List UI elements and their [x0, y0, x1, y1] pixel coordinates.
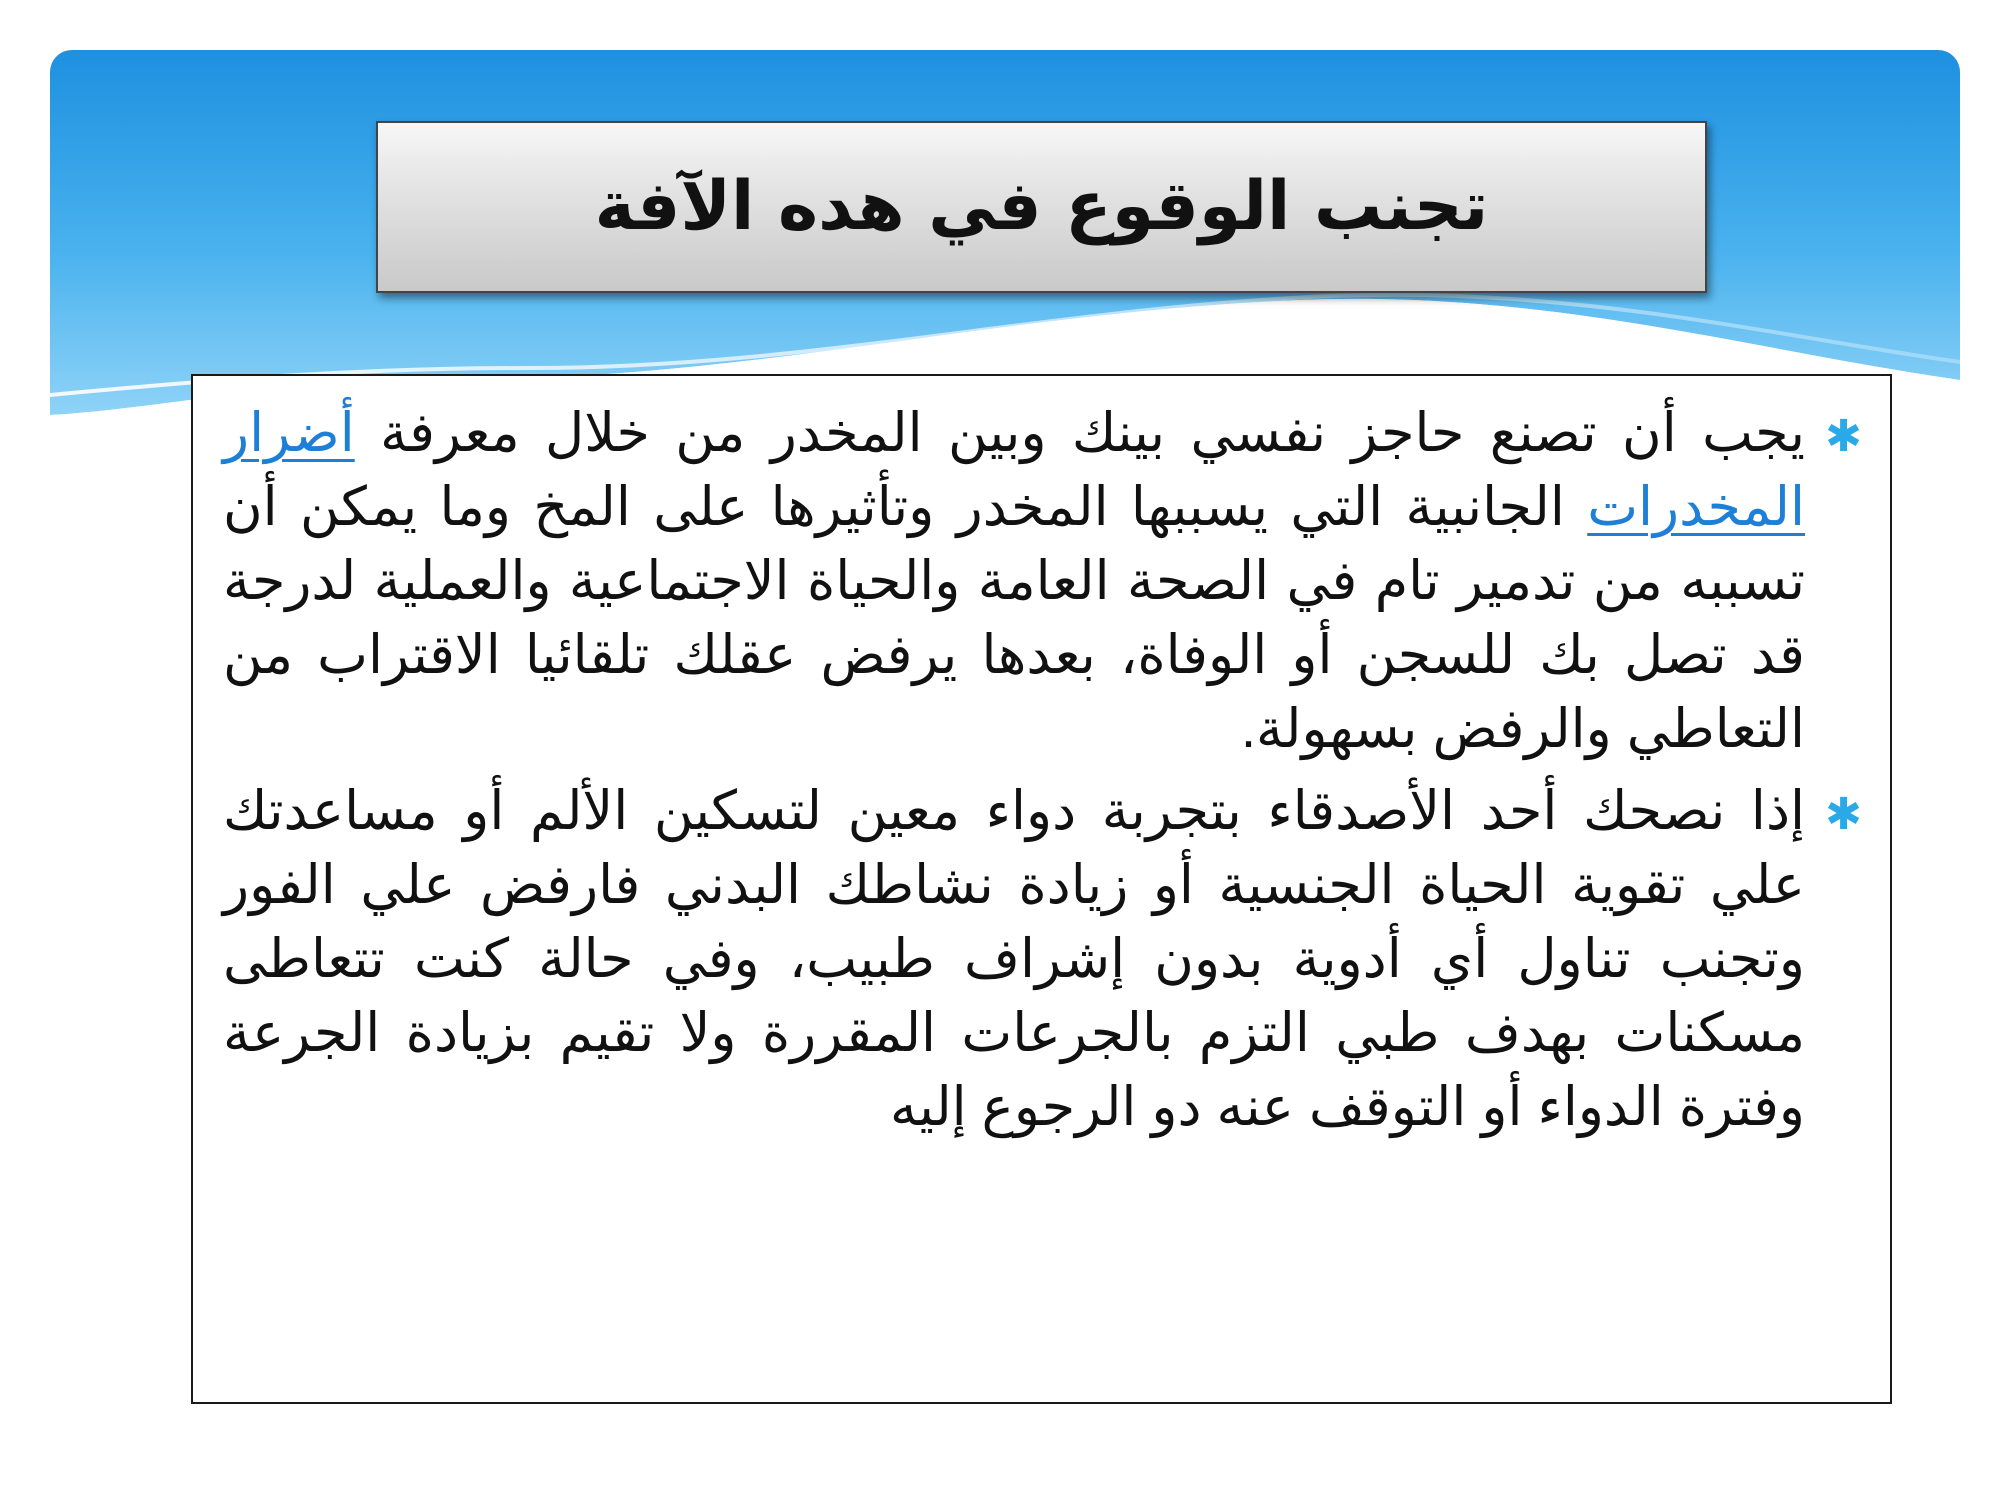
bullet-2-text: إذا نصحك أحد الأصدقاء بتجربة دواء معين لتسكين الألم أو مساعدتك علي تقوية الحياة الجنسية أو زيادة نشاطك البدني فارفض علي الفور وتجنب تناول أي أدوية بدون إشراف طبيب، وفي حالة كنت تتعاطى مسكنات بهدف طبي التزم بالجرعات المقررة ولا تقيم بزيادة الجرعة وفترة الدواء أو التوقف عنه دو الرجوع إليه: [223, 781, 1805, 1137]
drug-harms-link[interactable]: أضرار المخدرات: [223, 403, 1805, 537]
asterisk-icon: ✱: [1825, 411, 1862, 462]
title-box: [376, 121, 1707, 293]
bullet-item-1: [193, 396, 1890, 766]
bullet-1-text-after: الجانبية التي يسببها المخدر وتأثيرها على المخ وما يمكن أن تسببه من تدمير تام في الصحة العامة والحياة الاجتماعية والعملية لدرجة قد تصل بك للسجن أو الوفاة، بعدها يرفض عقلك تلقائيا الاقتراب من التعاطي والرفض بسهولة.: [223, 477, 1805, 759]
bullet-item-2: [193, 774, 1890, 1144]
slide-title: تجنب الوقوع في هده الآفة: [594, 167, 1489, 246]
asterisk-icon: ✱: [1825, 789, 1862, 840]
bullet-list: [193, 396, 1890, 1152]
content-box: [191, 374, 1892, 1404]
bullet-1-text-before: يجب أن تصنع حاجز نفسي بينك وبين المخدر من خلال معرفة: [354, 403, 1805, 463]
